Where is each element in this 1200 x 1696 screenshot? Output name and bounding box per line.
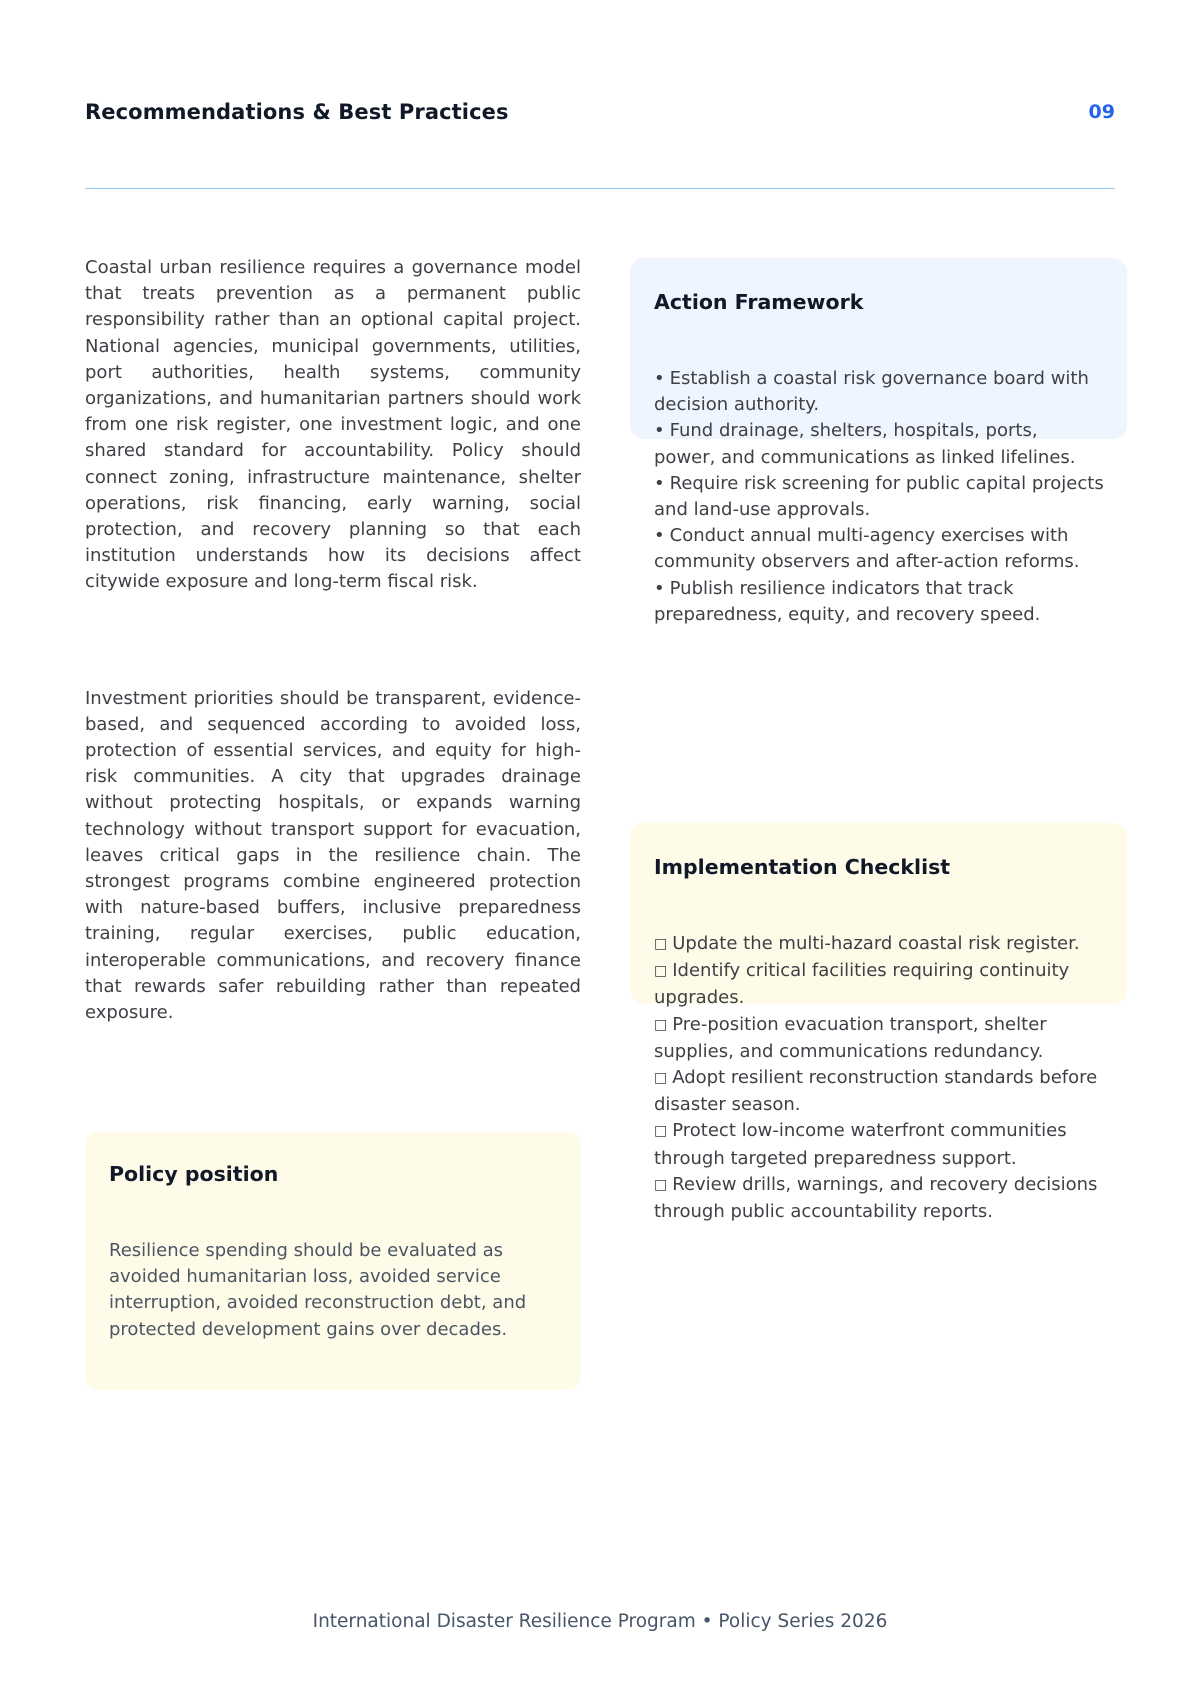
list-item-text: Establish a coastal risk governance board with decision authority. [654,368,1089,416]
investment-paragraph: Investment priorities should be transparent, evidence-based, and sequenced according to avoided loss, protection of essential services, and equity for high-risk communities. A city that upgrades drainage without protecting hospitals, or expands warning technology without transport support for evacuation, leaves critical gaps in the resilience chain. The strongest programs combine engineered protection with nature-based buffers, inclusive preparedness training, regular exercises, public education, interoperable communications, and recovery finance that rewards safer rebuilding rather than repeated exposure. [85,687,581,1024]
list-item [654,471,1104,523]
header-divider [85,188,1115,189]
bullet-icon: • [654,420,665,442]
policy-position-callout [85,1132,581,1390]
bullet-icon: • [654,472,665,494]
checklist-item-text: Update the multi-hazard coastal risk register. [672,933,1080,954]
action-framework-list [654,366,1104,628]
list-item-text: Publish resilience indicators that track preparedness, equity, and recovery speed. [654,577,1041,625]
checklist-item-text: Adopt resilient reconstruction standards before disaster season. [654,1067,1098,1116]
governance-paragraph: Coastal urban resilience requires a governance model that treats prevention as a permanent public responsibility rather than an optional capital project. National agencies, municipal governments, utilities, port authorities, health systems, community organizations, and humanitarian partners should work from one risk register, one investment logic, and one shared standard for accountability. Policy should connect zoning, infrastructure maintenance, shelter operations, risk financing, early warning, social protection, and recovery planning so that each institution understands how its decisions affect citywide exposure and long-term fiscal risk. [85,257,581,593]
checkbox-icon: □ [654,1016,668,1033]
checklist-item [654,1012,1104,1065]
checkbox-icon: □ [654,1123,668,1140]
checklist-item [654,1065,1104,1118]
action-framework [654,290,1104,628]
bullet-icon: • [654,525,665,547]
bullet-icon: • [654,577,665,599]
checklist-item [654,931,1104,958]
implementation-checklist [654,855,1104,1225]
checklist-item-text: Pre-position evacuation transport, shelter supplies, and communications redundancy. [654,1013,1047,1062]
implementation-checklist-title: Implementation Checklist [654,855,951,879]
checklist-item [654,1172,1104,1225]
page-footer: International Disaster Resilience Program • Policy Series 2026 [312,1611,888,1632]
checkbox-icon: □ [654,1070,668,1087]
implementation-checklist-list [654,931,1104,1225]
list-item [654,418,1104,470]
policy-position-title: Policy position [109,1162,279,1186]
checklist-item [654,958,1104,1011]
checklist-item-text: Review drills, warnings, and recovery decisions through public accountability reports. [654,1173,1098,1223]
body-text-column [85,255,581,1026]
checkbox-icon: □ [654,1176,668,1193]
page-number: 09 [1088,101,1115,123]
list-item-text: Require risk screening for public capital projects and land-use approvals. [654,472,1104,521]
list-item [654,366,1104,418]
page-header [85,100,1115,132]
section-title: Recommendations & Best Practices [85,100,509,124]
checklist-item-text: Identify critical facilities requiring continuity upgrades. [654,960,1070,1009]
checkbox-icon: □ [654,936,668,952]
list-item-text: Conduct annual multi-agency exercises with community observers and after-action reforms. [654,525,1080,573]
action-framework-title: Action Framework [654,290,864,314]
checklist-item [654,1118,1104,1171]
policy-position-text: Resilience spending should be evaluated as avoided humanitarian loss, avoided service interruption, avoided reconstruction debt, and protected development gains over decades. [109,1240,527,1340]
list-item [654,576,1104,628]
bullet-icon: • [654,368,665,389]
checkbox-icon: □ [654,963,668,980]
checklist-item-text: Protect low-income waterfront communities through targeted preparedness support. [654,1120,1067,1169]
list-item [654,523,1104,575]
list-item-text: Fund drainage, shelters, hospitals, ports, power, and communications as linked lifelines. [654,420,1076,468]
